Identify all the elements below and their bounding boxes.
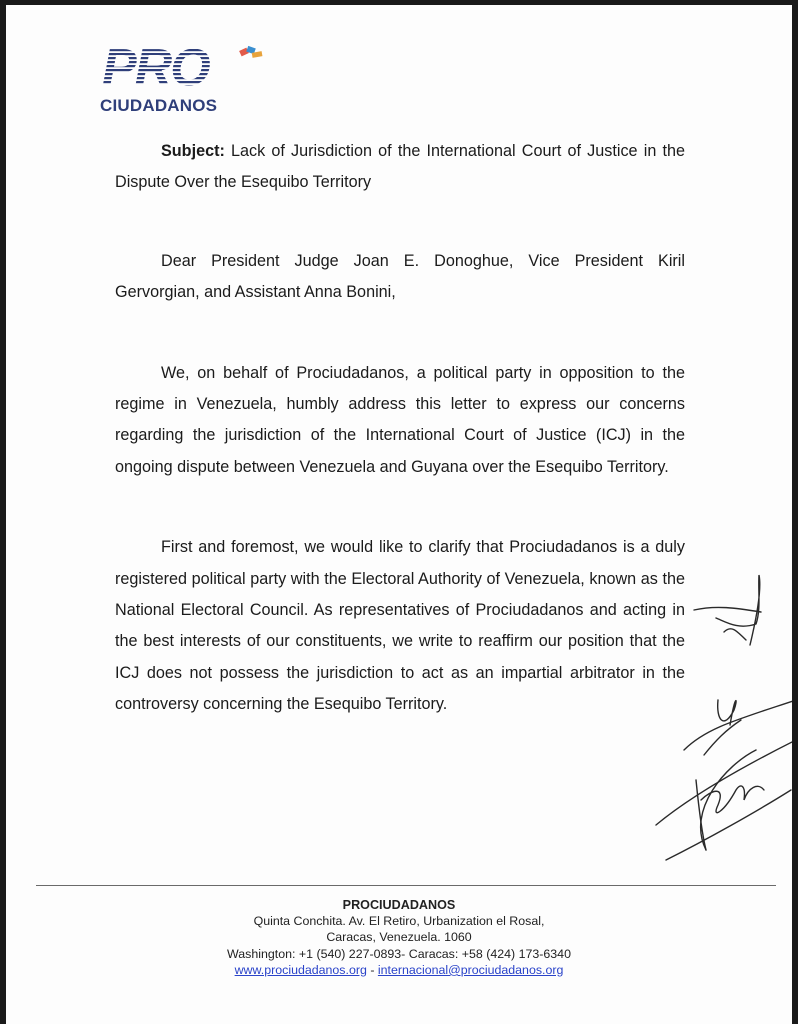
logo-subtitle: CIUDADANOS <box>100 96 218 115</box>
email-link[interactable]: internacional@prociudadanos.org <box>377 962 564 977</box>
salutation: Dear President Judge Joan E. Donoghue, Vice President Kiril Gervorgian, and Assistant Anna Bonini, <box>115 251 685 302</box>
svg-text:PRO: PRO <box>102 41 209 93</box>
handwritten-signatures-icon <box>646 550 792 870</box>
pro-wordmark-icon <box>100 41 280 93</box>
footer-org-name: PROCIUDADANOS <box>342 898 456 912</box>
footer-links <box>6 962 792 978</box>
footer-address-line-2: Caracas, Venezuela. 1060 <box>326 930 472 945</box>
subject-line <box>115 136 685 199</box>
prociudadanos-logo <box>100 41 280 121</box>
footer-divider <box>36 885 776 886</box>
footer-phones: Washington: +1 (540) 227-0893- Caracas: +58 (424) 173-6340 <box>227 946 571 961</box>
letter-page <box>6 5 792 1024</box>
footer-address-line-1: Quinta Conchita. Av. El Retiro, Urbanization el Rosal, <box>253 914 545 929</box>
letter-body <box>115 136 685 721</box>
paragraph-2: First and foremost, we would like to clarify that Prociudadanos is a duly registered political party with the Electoral Authority of Venezuela, known as the National Electoral Council. As representatives of Prociudadanos and acting in the best interests of our constituents, we write to reaffirm our position that the ICJ does not possess the jurisdiction to act as an impartial arbitrator in the controversy concerning the Esequibo Territory. <box>115 538 685 714</box>
website-link[interactable]: www.prociudadanos.org <box>234 962 367 977</box>
subject-text: Lack of Jurisdiction of the International Court of Justice in the Dispute Over the Esequibo Territory <box>115 142 685 192</box>
subject-label: Subject: <box>161 142 225 160</box>
footer-link-separator: - <box>370 962 375 977</box>
paragraph-1: We, on behalf of Prociudadanos, a political party in opposition to the regime in Venezuela, humbly address this letter to express our concerns regarding the jurisdiction of the International Court of Justice (ICJ) in the ongoing dispute between Venezuela and Guyana over the Esequibo Territory. <box>115 363 685 476</box>
letter-footer <box>6 897 792 978</box>
